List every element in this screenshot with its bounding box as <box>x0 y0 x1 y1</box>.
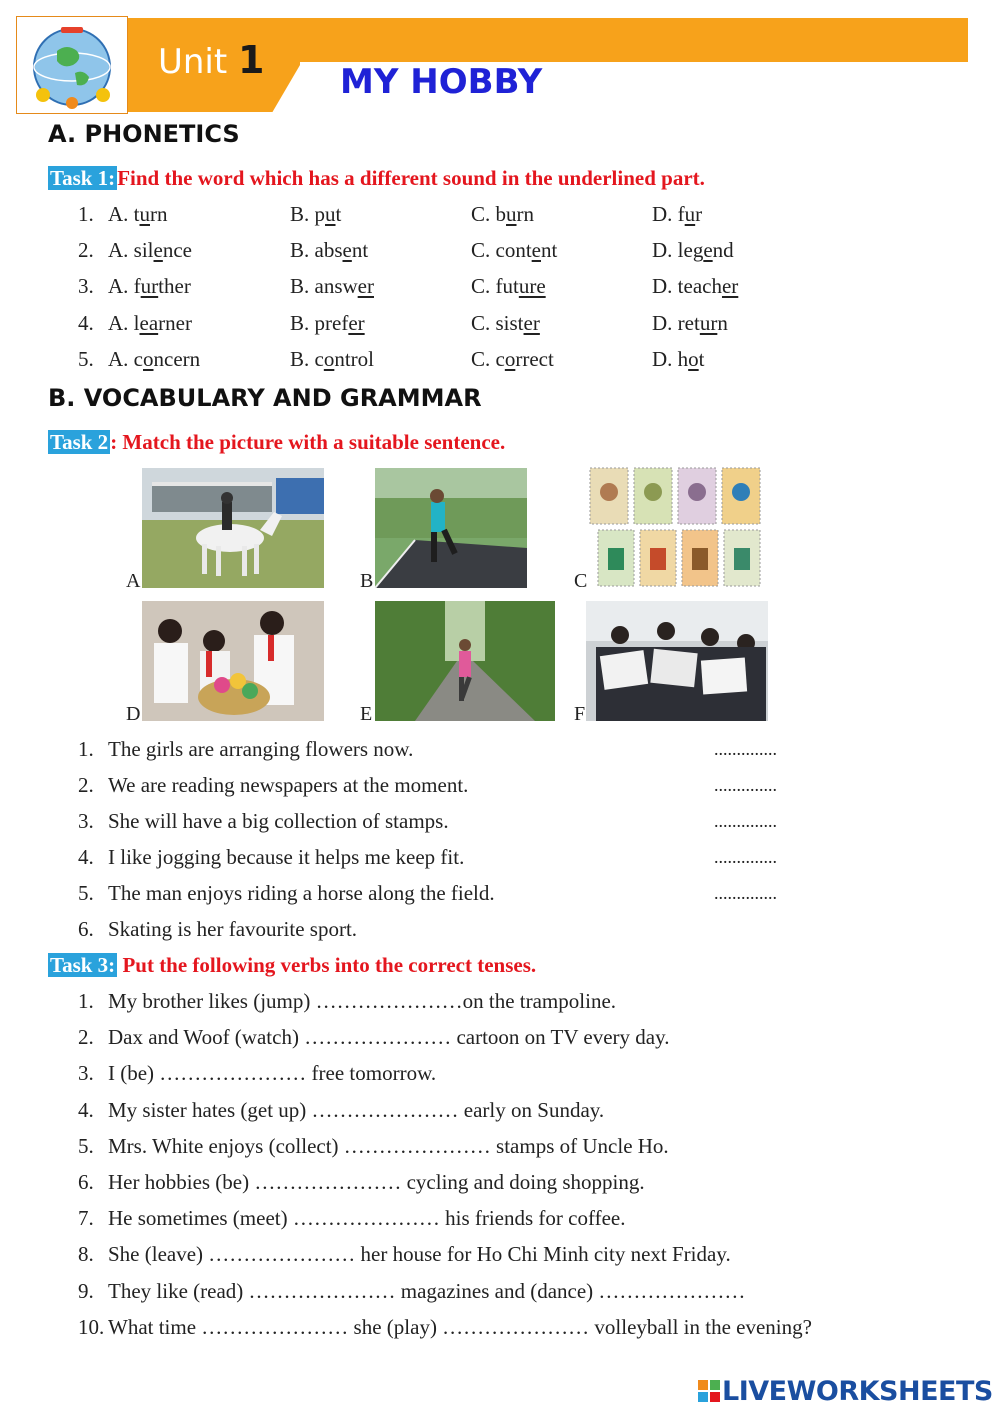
verb-tense-item <box>78 989 616 1014</box>
phonetics-option <box>108 347 200 372</box>
matching-sentence <box>78 845 464 870</box>
option-text: A. l <box>108 310 140 335</box>
underlined-part: o <box>504 346 516 371</box>
item-text: What time ………………… she (play) ………………… volleyball in the evening? <box>108 1314 812 1339</box>
option-text: B. c <box>290 346 324 371</box>
item-text: I (be) ………………… free tomorrow. <box>108 1061 437 1086</box>
item-text: They like (read) ………………… magazines and (dance) ………………… <box>108 1278 746 1303</box>
item-text: My brother likes (jump) …………………on the trampoline. <box>108 989 617 1013</box>
item-number: 2. <box>78 1025 94 1050</box>
picture-label-a: A <box>126 570 141 592</box>
task3-instruction: Put the following verbs into the correct tenses. <box>117 953 537 977</box>
option-text: A. f <box>108 274 141 299</box>
school-logo <box>16 16 128 114</box>
item-text: Dax and Woof (watch) ………………… cartoon on TV every day. <box>108 1025 670 1050</box>
horse-riding-picture <box>142 468 324 588</box>
option-text: C. b <box>471 202 507 226</box>
unit-number: 1 <box>238 38 265 82</box>
task1-instruction: Find the word which has a different sound in the underlined part. <box>117 166 705 190</box>
task1-tag: Task 1: <box>50 166 116 190</box>
phonetics-option <box>471 311 540 336</box>
option-text: A. sil <box>108 238 154 263</box>
verb-tense-item <box>78 1098 604 1123</box>
phonetics-question-number: 4. <box>78 310 94 335</box>
option-text: B. answ <box>290 274 358 299</box>
task3-heading <box>48 953 536 978</box>
verb-tense-item <box>78 1315 812 1340</box>
underlined-part: u <box>684 202 696 226</box>
brand-text: LIVEWORKSHEETS <box>722 1376 993 1407</box>
picture-label-d: D <box>126 703 141 725</box>
phonetics-question-number: 5. <box>78 346 94 371</box>
unit-word: Unit <box>158 42 228 82</box>
underlined-part: er <box>348 310 365 335</box>
sentence-number: 4. <box>78 845 94 869</box>
underlined-part: e <box>703 238 713 263</box>
sentence-number: 1. <box>78 737 94 761</box>
picture-label-e: E <box>360 703 373 725</box>
option-text: ntrol <box>334 346 374 371</box>
underlined-part: u <box>139 202 150 226</box>
underlined-part: er <box>523 310 540 335</box>
phonetics-option <box>108 274 191 299</box>
answer-blank[interactable]: .............. <box>714 847 777 867</box>
sentence-number: 5. <box>78 881 94 905</box>
picture-label-c: C <box>574 570 588 592</box>
answer-blank[interactable]: .............. <box>714 811 777 831</box>
item-number: 10. <box>78 1314 105 1339</box>
matching-sentence <box>78 917 357 942</box>
underlined-part: ea <box>139 310 159 335</box>
option-text: ncern <box>153 346 201 371</box>
phonetics-option <box>290 274 374 299</box>
verb-tense-item <box>78 1025 669 1050</box>
option-text: D. teach <box>652 274 722 299</box>
option-text: rn <box>516 202 535 226</box>
underlined-part: u <box>506 202 517 226</box>
underlined-part: ur <box>140 274 159 299</box>
item-number: 1. <box>78 989 94 1013</box>
option-text: C. c <box>471 346 505 371</box>
underlined-part: e <box>153 238 163 263</box>
option-text: C. fut <box>471 274 519 299</box>
section-b-title: B. VOCABULARY AND GRAMMAR <box>48 384 482 412</box>
underlined-part: er <box>721 274 739 299</box>
section-a-title: A. PHONETICS <box>48 120 240 148</box>
verb-tense-item <box>78 1242 731 1267</box>
item-text: He sometimes (meet) ………………… his friends for coffee. <box>108 1206 626 1231</box>
header-bar <box>270 18 968 62</box>
option-text: r <box>695 202 703 226</box>
option-text: rner <box>158 310 192 335</box>
option-text: D. leg <box>652 238 704 263</box>
option-text: rn <box>150 202 168 226</box>
phonetics-question-number: 2. <box>78 238 94 263</box>
liveworksheets-brand[interactable] <box>698 1376 993 1407</box>
phonetics-option <box>290 311 365 336</box>
phonetics-option <box>290 238 368 263</box>
item-number: 9. <box>78 1278 94 1303</box>
option-text: nt <box>351 238 369 263</box>
stamp-collection-picture <box>588 466 764 590</box>
underlined-part: o <box>143 346 154 371</box>
phonetics-option <box>471 202 534 227</box>
option-text: B. pref <box>290 310 349 335</box>
sentence-text: The man enjoys riding a horse along the field. <box>108 881 495 905</box>
verb-tense-item <box>78 1206 625 1231</box>
option-text: D. f <box>652 202 685 226</box>
option-text: nd <box>712 238 734 263</box>
answer-blank[interactable]: .............. <box>714 883 777 903</box>
picture-label-f: F <box>574 703 586 725</box>
matching-sentence <box>78 737 413 762</box>
liveworksheets-logo-icon <box>698 1378 720 1400</box>
item-text: Her hobbies (be) ………………… cycling and doing shopping. <box>108 1170 645 1194</box>
sentence-text: The girls are arranging flowers now. <box>108 737 414 761</box>
phonetics-question-number: 1. <box>78 202 94 226</box>
option-text: nt <box>541 238 558 263</box>
option-text: ther <box>158 274 191 299</box>
phonetics-option <box>471 347 554 372</box>
underlined-part: er <box>357 274 374 299</box>
option-text: D. ret <box>652 310 700 335</box>
option-text: D. h <box>652 346 689 371</box>
item-number: 5. <box>78 1133 94 1158</box>
option-text: B. abs <box>290 238 343 263</box>
option-text: nce <box>162 238 192 263</box>
item-text: Mrs. White enjoys (collect) ………………… stamps of Uncle Ho. <box>108 1133 669 1158</box>
phonetics-option <box>290 202 341 227</box>
phonetics-option <box>108 202 168 227</box>
underlined-part: e <box>342 238 352 263</box>
phonetics-option <box>652 347 705 372</box>
verb-tense-item <box>78 1134 669 1159</box>
task2-heading <box>48 430 505 455</box>
underlined-part: e <box>531 238 541 263</box>
page-title: MY HOBBY <box>340 62 543 102</box>
sentence-number: 3. <box>78 809 94 833</box>
phonetics-option <box>108 311 192 336</box>
jogging-picture <box>375 468 527 588</box>
item-text: She (leave) ………………… her house for Ho Chi Minh city next Friday. <box>108 1242 731 1267</box>
matching-sentence <box>78 881 495 906</box>
sentence-text: We are reading newspapers at the moment. <box>108 773 469 797</box>
item-number: 6. <box>78 1170 94 1194</box>
option-text: t <box>698 346 705 371</box>
matching-sentence <box>78 773 468 798</box>
flower-arranging-picture <box>142 601 324 721</box>
underlined-part: u <box>325 202 336 226</box>
task1-heading <box>48 166 705 191</box>
phonetics-option <box>108 238 192 263</box>
unit-label <box>158 38 264 82</box>
option-text: C. cont <box>471 238 532 263</box>
phonetics-option <box>652 202 702 227</box>
option-text: n <box>717 310 728 335</box>
phonetics-option <box>652 238 734 263</box>
underlined-part: o <box>323 346 335 371</box>
skating-picture <box>375 601 555 721</box>
sentence-number: 2. <box>78 773 94 797</box>
phonetics-option <box>471 274 546 299</box>
option-text: A. c <box>108 346 143 371</box>
task2-instruction: : Match the picture with a suitable sentence. <box>110 430 506 454</box>
option-text: t <box>335 202 342 226</box>
option-text: A. t <box>108 202 140 226</box>
phonetics-option <box>652 274 738 299</box>
option-text: B. p <box>290 202 326 226</box>
item-number: 4. <box>78 1097 94 1122</box>
option-text: rrect <box>515 346 554 371</box>
task2-tag: Task 2 <box>50 430 109 454</box>
underlined-part: o <box>688 346 699 371</box>
sentence-text: She will have a big collection of stamps. <box>108 809 449 833</box>
underlined-part: ure <box>518 274 546 299</box>
sentence-number: 6. <box>78 917 94 941</box>
item-number: 7. <box>78 1206 94 1231</box>
option-text: C. sist <box>471 310 524 335</box>
phonetics-option <box>290 347 374 372</box>
verb-tense-item <box>78 1170 645 1195</box>
sentence-text: Skating is her favourite sport. <box>108 917 358 941</box>
verb-tense-item <box>78 1061 436 1086</box>
matching-sentence <box>78 809 449 834</box>
phonetics-question-number: 3. <box>78 274 94 299</box>
picture-label-b: B <box>360 570 374 592</box>
phonetics-option <box>652 311 728 336</box>
task3-tag: Task 3: <box>50 953 116 977</box>
newspaper-reading-picture <box>586 601 768 721</box>
phonetics-option <box>471 238 557 263</box>
sentence-text: I like jogging because it helps me keep fit. <box>108 845 465 869</box>
globe-logo-icon <box>17 17 127 113</box>
underlined-part: ur <box>699 310 718 335</box>
item-text: My sister hates (get up) ………………… early on Sunday. <box>108 1097 605 1122</box>
verb-tense-item <box>78 1279 745 1304</box>
item-number: 3. <box>78 1061 94 1086</box>
answer-blank[interactable]: .............. <box>714 739 777 759</box>
answer-blank[interactable]: .............. <box>714 775 777 795</box>
item-number: 8. <box>78 1242 94 1267</box>
